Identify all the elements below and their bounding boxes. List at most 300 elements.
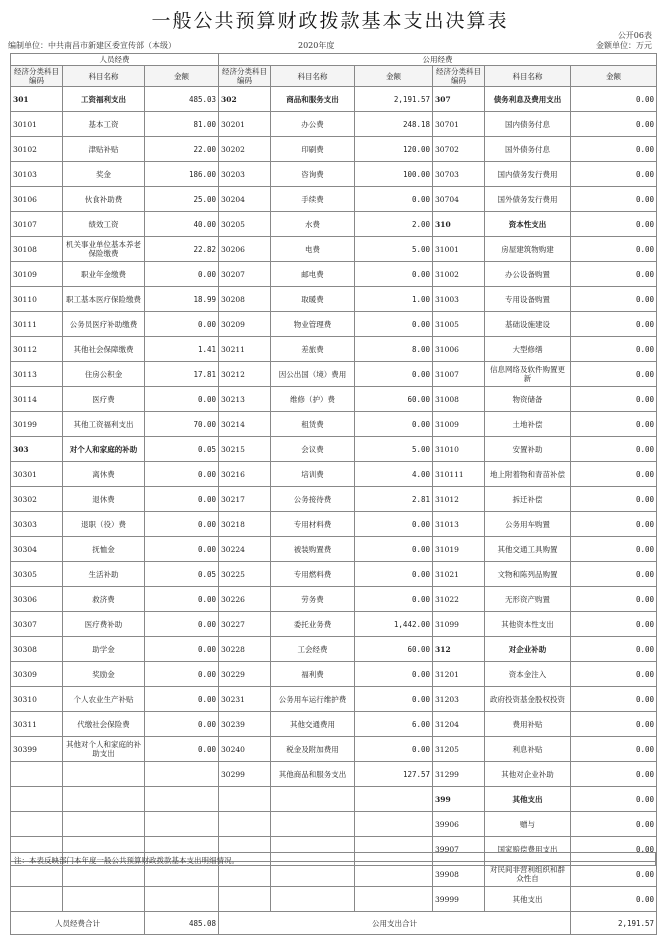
cell-amount [145,762,219,787]
cell-amount: 0.00 [571,762,657,787]
cell-amount: 0.00 [571,162,657,187]
cell-amount: 0.00 [355,737,433,762]
cell-code: 30205 [219,212,271,237]
cell-amount [355,887,433,912]
cell-code: 31013 [433,512,485,537]
cell-amount [145,887,219,912]
cell-name: 公务用车运行维护费 [271,687,355,712]
cell-amount: 0.00 [145,512,219,537]
cell-code: 30107 [11,212,63,237]
cell-name: 其他商品和服务支出 [271,762,355,787]
cell-name: 离休费 [63,462,145,487]
cell-amount: 81.00 [145,112,219,137]
cell-name: 其他工资福利支出 [63,412,145,437]
cell-name: 委托业务费 [271,612,355,637]
cell-code: 30201 [219,112,271,137]
cell-code: 30218 [219,512,271,537]
table-row [11,762,657,787]
cell-name: 物资储备 [485,387,571,412]
cell-code: 30106 [11,187,63,212]
cell-name: 无形资产购置 [485,587,571,612]
cell-name: 租赁费 [271,412,355,437]
cell-code: 30310 [11,687,63,712]
cell-name: 生活补助 [63,562,145,587]
cell-code: 30208 [219,287,271,312]
cell-name: 文物和陈列品购置 [485,562,571,587]
cell-code: 30110 [11,287,63,312]
cell-code: 30209 [219,312,271,337]
table-row [11,337,657,362]
cell-name: 退职（役）费 [63,512,145,537]
cell-code: 30206 [219,237,271,262]
cell-amount: 0.00 [571,812,657,837]
cell-code: 30311 [11,712,63,737]
table-row [11,187,657,212]
cell-code: 30229 [219,662,271,687]
cell-name: 职工基本医疗保险缴费 [63,287,145,312]
cell-code: 30216 [219,462,271,487]
cell-name [271,787,355,812]
cell-code: 39906 [433,812,485,837]
cell-code: 30309 [11,662,63,687]
cell-name: 专用燃料费 [271,562,355,587]
cell-name: 税金及附加费用 [271,737,355,762]
table-body [11,87,657,912]
cell-amount: 0.00 [145,712,219,737]
cell-code: 30103 [11,162,63,187]
cell-code: 30231 [219,687,271,712]
cell-code: 30112 [11,337,63,362]
cell-amount [355,787,433,812]
table-row [11,312,657,337]
cell-amount: 0.00 [571,662,657,687]
cell-code: 31001 [433,237,485,262]
cell-code: 31002 [433,262,485,287]
cell-code: 31204 [433,712,485,737]
cell-amount: 0.00 [145,637,219,662]
cell-name: 工资福利支出 [63,87,145,112]
cell-amount: 120.00 [355,137,433,162]
cell-name: 国家赔偿费用支出 [485,837,571,862]
cell-name: 奖励金 [63,662,145,687]
cell-code: 30303 [11,512,63,537]
cell-amount: 0.00 [571,562,657,587]
cell-name: 机关事业单位基本养老保险缴费 [63,237,145,262]
cell-name: 拆迁补偿 [485,487,571,512]
cell-name: 房屋建筑物购建 [485,237,571,262]
cell-amount: 0.00 [571,387,657,412]
cell-amount: 0.05 [145,562,219,587]
table-row [11,287,657,312]
cell-code [11,812,63,837]
cell-code: 31003 [433,287,485,312]
cell-amount: 0.00 [355,537,433,562]
cell-code: 30215 [219,437,271,462]
cell-code: 30307 [11,612,63,637]
compiling-unit: 编制单位：中共南昌市新建区委宣传部（本级） [8,41,176,50]
cell-amount: 22.82 [145,237,219,262]
cell-amount: 0.00 [355,187,433,212]
cell-amount: 0.00 [571,837,657,862]
cell-name: 专用材料费 [271,512,355,537]
cell-amount: 6.00 [355,712,433,737]
cell-amount: 1.41 [145,337,219,362]
cell-name: 大型修缮 [485,337,571,362]
cell-name: 国内债务发行费用 [485,162,571,187]
cell-amount: 0.00 [571,187,657,212]
cell-code: 31012 [433,487,485,512]
cell-code [11,887,63,912]
cell-name: 对个人和家庭的补助 [63,437,145,462]
cell-code: 31099 [433,612,485,637]
cell-code: 30211 [219,337,271,362]
cell-amount: 0.00 [355,412,433,437]
cell-name: 其他对企业补助 [485,762,571,787]
cell-code: 30217 [219,487,271,512]
table-row [11,812,657,837]
public-total-amount: 2,191.57 [571,912,657,935]
public-group-header: 公用经费 [219,54,657,66]
cell-code: 31205 [433,737,485,762]
cell-amount: 70.00 [145,412,219,437]
cell-code: 30304 [11,537,63,562]
group-header-row [11,54,657,66]
cell-name: 其他支出 [485,787,571,812]
cell-code: 39907 [433,837,485,862]
cell-code: 31019 [433,537,485,562]
cell-name: 专用设备购置 [485,287,571,312]
cell-amount: 0.00 [145,662,219,687]
personnel-group-header: 人员经费 [11,54,219,66]
cell-code: 30301 [11,462,63,487]
cell-amount: 0.00 [571,212,657,237]
cell-name: 住房公积金 [63,362,145,387]
report-meta [8,40,652,52]
cell-name: 其他社会保障缴费 [63,337,145,362]
cell-amount: 18.99 [145,287,219,312]
table-row [11,662,657,687]
cell-amount: 0.00 [145,612,219,637]
table-row [11,437,657,462]
table-row [11,362,657,387]
cell-code: 30203 [219,162,271,187]
cell-code: 30308 [11,637,63,662]
cell-amount: 127.57 [355,762,433,787]
cell-code: 30225 [219,562,271,587]
cell-name [63,787,145,812]
cell-name: 伙食补助费 [63,187,145,212]
cell-code: 31005 [433,312,485,337]
page-title: 一般公共预算财政拨款基本支出决算表 [151,10,509,32]
cell-name: 土地补偿 [485,412,571,437]
col-header-name: 科目名称 [271,66,355,87]
cell-name: 信息网络及软件购置更新 [485,362,571,387]
cell-code: 30702 [433,137,485,162]
cell-code: 31006 [433,337,485,362]
table-row [11,612,657,637]
table-row [11,787,657,812]
fiscal-year: 2020年度 [298,41,335,50]
col-header-amount: 金额 [571,66,657,87]
cell-name: 救济费 [63,587,145,612]
cell-name: 其他支出 [485,887,571,912]
cell-amount: 0.00 [571,412,657,437]
cell-name: 助学金 [63,637,145,662]
cell-amount: 0.00 [145,312,219,337]
cell-amount: 1.00 [355,287,433,312]
cell-name: 抚恤金 [63,537,145,562]
col-header-name: 科目名称 [485,66,571,87]
table-row [11,687,657,712]
cell-name [271,812,355,837]
cell-name: 代缴社会保险费 [63,712,145,737]
cell-name: 会议费 [271,437,355,462]
cell-name: 手续费 [271,187,355,212]
cell-code: 399 [433,787,485,812]
cell-amount: 0.00 [571,887,657,912]
cell-amount: 60.00 [355,637,433,662]
cell-amount: 0.00 [571,487,657,512]
personnel-total-amount: 485.08 [145,912,219,935]
table-row [11,737,657,762]
cell-amount: 1,442.00 [355,612,433,637]
cell-amount: 0.00 [145,487,219,512]
cell-code: 30299 [219,762,271,787]
cell-name: 印刷费 [271,137,355,162]
cell-name: 地上附着物和青苗补偿 [485,462,571,487]
cell-code: 30224 [219,537,271,562]
cell-name: 劳务费 [271,587,355,612]
cell-amount: 0.00 [355,512,433,537]
table-row [11,887,657,912]
cell-code: 310111 [433,462,485,487]
cell-amount: 0.00 [355,562,433,587]
cell-code: 31201 [433,662,485,687]
cell-name: 对企业补助 [485,637,571,662]
cell-code: 30213 [219,387,271,412]
cell-code: 30202 [219,137,271,162]
expenditure-table [10,53,657,935]
cell-amount: 0.00 [571,512,657,537]
cell-name: 医疗费补助 [63,612,145,637]
cell-amount: 0.00 [571,237,657,262]
cell-code: 30113 [11,362,63,387]
cell-amount: 0.00 [355,687,433,712]
cell-name: 医疗费 [63,387,145,412]
cell-amount: 2.81 [355,487,433,512]
cell-amount: 0.00 [571,137,657,162]
table-row [11,112,657,137]
col-header-code: 经济分类科目编码 [11,66,63,87]
cell-name: 电费 [271,237,355,262]
cell-amount [145,812,219,837]
cell-code: 30108 [11,237,63,262]
cell-name [63,762,145,787]
cell-code [219,887,271,912]
cell-amount: 0.00 [355,362,433,387]
table-row [11,162,657,187]
table-row [11,637,657,662]
cell-name [63,887,145,912]
table-row [11,512,657,537]
cell-name: 奖金 [63,162,145,187]
cell-name: 利息补贴 [485,737,571,762]
table-row [11,87,657,112]
personnel-total-label: 人员经费合计 [11,912,145,935]
cell-name: 基础设施建设 [485,312,571,337]
cell-amount: 0.00 [145,262,219,287]
cell-amount: 0.00 [145,687,219,712]
cell-amount: 0.00 [145,387,219,412]
cell-code: 30114 [11,387,63,412]
cell-amount: 0.00 [571,287,657,312]
cell-amount: 60.00 [355,387,433,412]
cell-name: 物业管理费 [271,312,355,337]
cell-code: 30239 [219,712,271,737]
col-header-amount: 金额 [355,66,433,87]
cell-code: 31008 [433,387,485,412]
cell-code: 30102 [11,137,63,162]
cell-amount: 0.00 [571,462,657,487]
cell-name: 职业年金缴费 [63,262,145,287]
col-header-name: 科目名称 [63,66,145,87]
cell-code: 39999 [433,887,485,912]
cell-name: 政府投资基金股权投资 [485,687,571,712]
cell-code: 30199 [11,412,63,437]
cell-name: 资本金注入 [485,662,571,687]
cell-amount [355,812,433,837]
cell-amount: 0.00 [355,262,433,287]
table-row [11,237,657,262]
cell-amount: 100.00 [355,162,433,187]
cell-name: 办公费 [271,112,355,137]
cell-code: 31021 [433,562,485,587]
cell-name: 对民间非营利组织和群众性自 [485,862,571,887]
cell-amount: 0.00 [355,662,433,687]
cell-name: 取暖费 [271,287,355,312]
cell-code: 30701 [433,112,485,137]
cell-code: 302 [219,87,271,112]
cell-code [11,787,63,812]
cell-amount: 0.00 [571,862,657,887]
cell-amount: 5.00 [355,437,433,462]
cell-amount: 0.00 [571,537,657,562]
cell-name: 差旅费 [271,337,355,362]
table-row [11,487,657,512]
cell-name: 基本工资 [63,112,145,137]
cell-amount: 0.00 [571,362,657,387]
cell-code: 30212 [219,362,271,387]
cell-amount: 0.00 [355,587,433,612]
cell-name: 邮电费 [271,262,355,287]
cell-name: 福利费 [271,662,355,687]
cell-name: 国内债务付息 [485,112,571,137]
cell-amount: 0.00 [571,587,657,612]
cell-amount: 0.00 [571,687,657,712]
cell-name: 因公出国（境）费用 [271,362,355,387]
footnote: 注：本表反映部门本年度一般公共预算财政拨款基本支出明细情况。 [10,852,656,866]
cell-name: 被装购置费 [271,537,355,562]
cell-name: 国外债务付息 [485,137,571,162]
cell-amount: 0.00 [571,262,657,287]
cell-code [219,787,271,812]
cell-code [219,812,271,837]
cell-amount: 0.00 [145,537,219,562]
cell-code: 39908 [433,862,485,887]
cell-name: 水费 [271,212,355,237]
cell-amount: 0.00 [571,437,657,462]
cell-amount: 8.00 [355,337,433,362]
cell-name: 绩效工资 [63,212,145,237]
cell-name: 安置补助 [485,437,571,462]
cell-code: 30207 [219,262,271,287]
cell-amount: 0.00 [571,612,657,637]
cell-name: 其他交通费用 [271,712,355,737]
cell-code: 303 [11,437,63,462]
cell-amount: 248.18 [355,112,433,137]
table-row [11,137,657,162]
cell-amount: 0.00 [571,787,657,812]
col-header-code: 经济分类科目编码 [433,66,485,87]
table-row [11,462,657,487]
cell-code: 30306 [11,587,63,612]
cell-name: 培训费 [271,462,355,487]
cell-code: 31022 [433,587,485,612]
cell-name: 办公设备购置 [485,262,571,287]
cell-amount: 0.00 [571,637,657,662]
money-unit: 金额单位：万元 [596,41,652,50]
cell-amount: 485.03 [145,87,219,112]
table-row [11,262,657,287]
cell-code: 30240 [219,737,271,762]
cell-amount: 0.00 [571,337,657,362]
cell-code: 307 [433,87,485,112]
col-header-code: 经济分类科目编码 [219,66,271,87]
cell-code: 31009 [433,412,485,437]
cell-amount: 5.00 [355,237,433,262]
cell-name: 个人农业生产补贴 [63,687,145,712]
cell-name: 商品和服务支出 [271,87,355,112]
cell-code: 31299 [433,762,485,787]
table-row [11,212,657,237]
cell-code: 30111 [11,312,63,337]
cell-amount: 0.00 [145,462,219,487]
cell-name [63,812,145,837]
cell-name: 赠与 [485,812,571,837]
cell-amount: 0.00 [571,87,657,112]
table-row [11,562,657,587]
cell-name: 维修（护）费 [271,387,355,412]
cell-code: 30214 [219,412,271,437]
cell-amount: 22.00 [145,137,219,162]
cell-name: 费用补贴 [485,712,571,737]
cell-name: 资本性支出 [485,212,571,237]
cell-name: 公务用车购置 [485,512,571,537]
cell-name: 工会经费 [271,637,355,662]
cell-code: 30399 [11,737,63,762]
cell-name: 其他交通工具购置 [485,537,571,562]
cell-code: 30704 [433,187,485,212]
cell-amount: 25.00 [145,187,219,212]
cell-name: 公务员医疗补助缴费 [63,312,145,337]
cell-amount: 4.00 [355,462,433,487]
cell-amount: 17.81 [145,362,219,387]
cell-code: 30302 [11,487,63,512]
cell-code: 31203 [433,687,485,712]
cell-amount: 0.00 [571,112,657,137]
cell-name: 退休费 [63,487,145,512]
cell-amount: 0.00 [145,737,219,762]
